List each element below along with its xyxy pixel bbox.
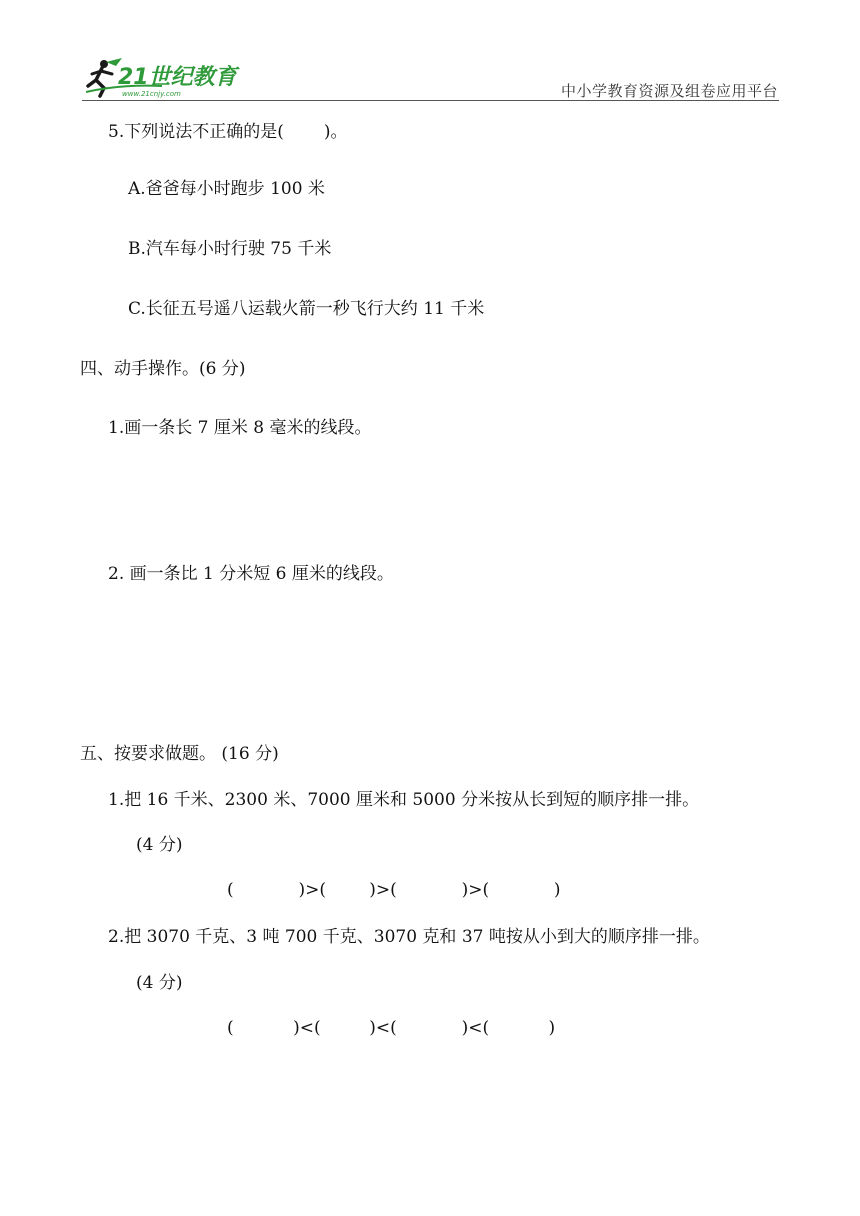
section5-item1-answer-row[interactable]: ( )>( )>( )>( )	[227, 880, 561, 900]
section5-item2: 2.把 3070 千克、3 吨 700 千克、3070 克和 37 吨按从小到大的顺序排一排。	[108, 927, 710, 947]
section4-title: 四、动手操作。(6 分)	[80, 359, 246, 379]
logo	[82, 56, 252, 100]
q5-stem: 5.下列说法不正确的是( )。	[108, 122, 348, 142]
section4-item2: 2. 画一条比 1 分米短 6 厘米的线段。	[108, 564, 394, 584]
q5-option-b: B.汽车每小时行驶 75 千米	[128, 239, 332, 259]
runner-logo-icon	[82, 56, 252, 100]
section5-item2-score: (4 分)	[136, 973, 183, 993]
header-divider	[82, 100, 779, 101]
q5-option-a: A.爸爸每小时跑步 100 米	[128, 179, 325, 199]
page-header	[0, 0, 860, 110]
section5-item2-answer-row[interactable]: ( )<( )<( )<( )	[227, 1018, 556, 1038]
section5-title: 五、按要求做题。 (16 分)	[80, 744, 279, 764]
section4-item1: 1.画一条长 7 厘米 8 毫米的线段。	[108, 418, 372, 438]
q5-option-c: C.长征五号遥八运载火箭一秒飞行大约 11 千米	[128, 299, 485, 319]
section5-item1: 1.把 16 千米、2300 米、7000 厘米和 5000 分米按从长到短的顺序排一排。	[108, 790, 700, 810]
platform-title: 中小学教育资源及组卷应用平台	[560, 82, 778, 100]
section5-item1-score: (4 分)	[136, 835, 183, 855]
logo-text: 21世纪教育	[118, 65, 237, 90]
logo-url: www.21cnjy.com	[122, 90, 181, 98]
